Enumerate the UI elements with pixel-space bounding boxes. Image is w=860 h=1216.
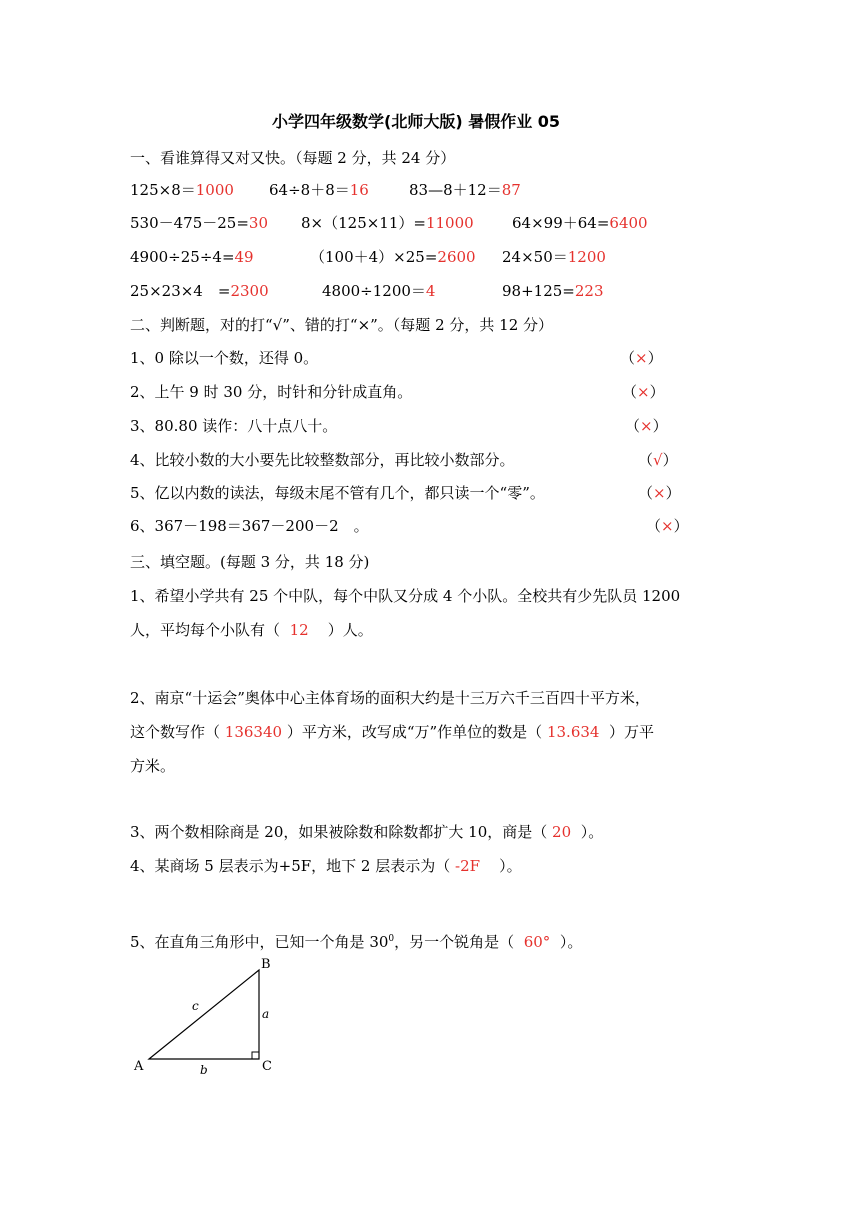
side-label-b: b [200,1063,208,1077]
section-2-heading: 二、判断题，对的打“√”、错的打“×”。（每题 2 分，共 12 分） [130,316,554,334]
page-title: 小学四年级数学(北师大版) 暑假作业 05 [272,112,561,131]
fill-question-4: 4、某商场 5 层表示为+5F，地下 2 层表示为（ -2F ）。 [130,857,522,875]
fill-question-5: 5、在直角三角形中，已知一个角是 $30^0$，另一个锐角是（ 60° ）。 [130,933,583,951]
judge-question: 6、367－198＝367－200－2 。 [130,517,369,535]
judge-answer: （×） [622,383,665,401]
calc-item: 64÷8＋8＝16 [269,181,369,199]
vertex-label-a: A [134,1059,144,1074]
calc-item: 4800÷1200＝4 [322,282,436,300]
judge-answer: （×） [638,484,681,502]
judge-question: 5、亿以内数的读法，每级末尾不管有几个，都只读一个“零”。 [130,484,545,502]
vertex-label-c: C [262,1059,272,1074]
calc-item: 98+125=223 [502,282,604,300]
judge-answer: （×） [625,417,668,435]
judge-question: 4、比较小数的大小要先比较整数部分，再比较小数部分。 [130,451,515,469]
fill-question-2-line2: 这个数写作（ 136340 ）平方米，改写成“万”作单位的数是（ 13.634 ）万平 [130,723,655,741]
calc-item: 83—8＋12＝87 [409,181,521,199]
calc-item: 8×（125×11）=11000 [301,214,474,232]
judge-answer: （√） [638,451,678,469]
fill-question-1-line2: 人，平均每个小队有（ 12 ）人。 [130,621,373,639]
side-label-a: a [262,1007,270,1021]
section-3-heading: 三、填空题。(每题 3 分，共 18 分) [130,553,370,571]
judge-answer: （×） [646,517,689,535]
right-angle-mark [252,1052,259,1059]
judge-answer: （×） [620,349,663,367]
judge-question: 1、0 除以一个数，还得 0。 [130,349,319,367]
fill-question-1-line1: 1、希望小学共有 25 个中队，每个中队又分成 4 个小队。全校共有少先队员 1200 [130,587,681,605]
triangle-shape [149,970,259,1059]
calc-item: 530－475－25=30 [130,214,269,232]
calc-item: 25×23×4 =2300 [130,282,269,300]
calc-item: 64×99＋64=6400 [512,214,648,232]
judge-question: 2、上午 9 时 30 分，时针和分针成直角。 [130,383,413,401]
calc-item: 125×8＝1000 [130,181,234,199]
right-triangle-diagram [125,952,305,1082]
calc-item: 24×50＝1200 [502,248,606,266]
vertex-label-b: B [261,957,271,972]
fill-question-2-line1: 2、南京“十运会”奥体中心主体育场的面积大约是十三万六千三百四十平方米， [130,689,650,707]
section-1-heading: 一、看谁算得又对又快。（每题 2 分，共 24 分） [130,149,456,167]
judge-question: 3、80.80 读作：八十点八十。 [130,417,338,435]
side-label-c: c [192,999,199,1013]
calc-item: （100＋4）×25=2600 [310,248,476,266]
calc-item: 4900÷25÷4=49 [130,248,254,266]
fill-question-3: 3、两个数相除商是 20，如果被除数和除数都扩大 10，商是（ 20 ）。 [130,823,604,841]
fill-question-2-line3: 方米。 [130,757,176,775]
